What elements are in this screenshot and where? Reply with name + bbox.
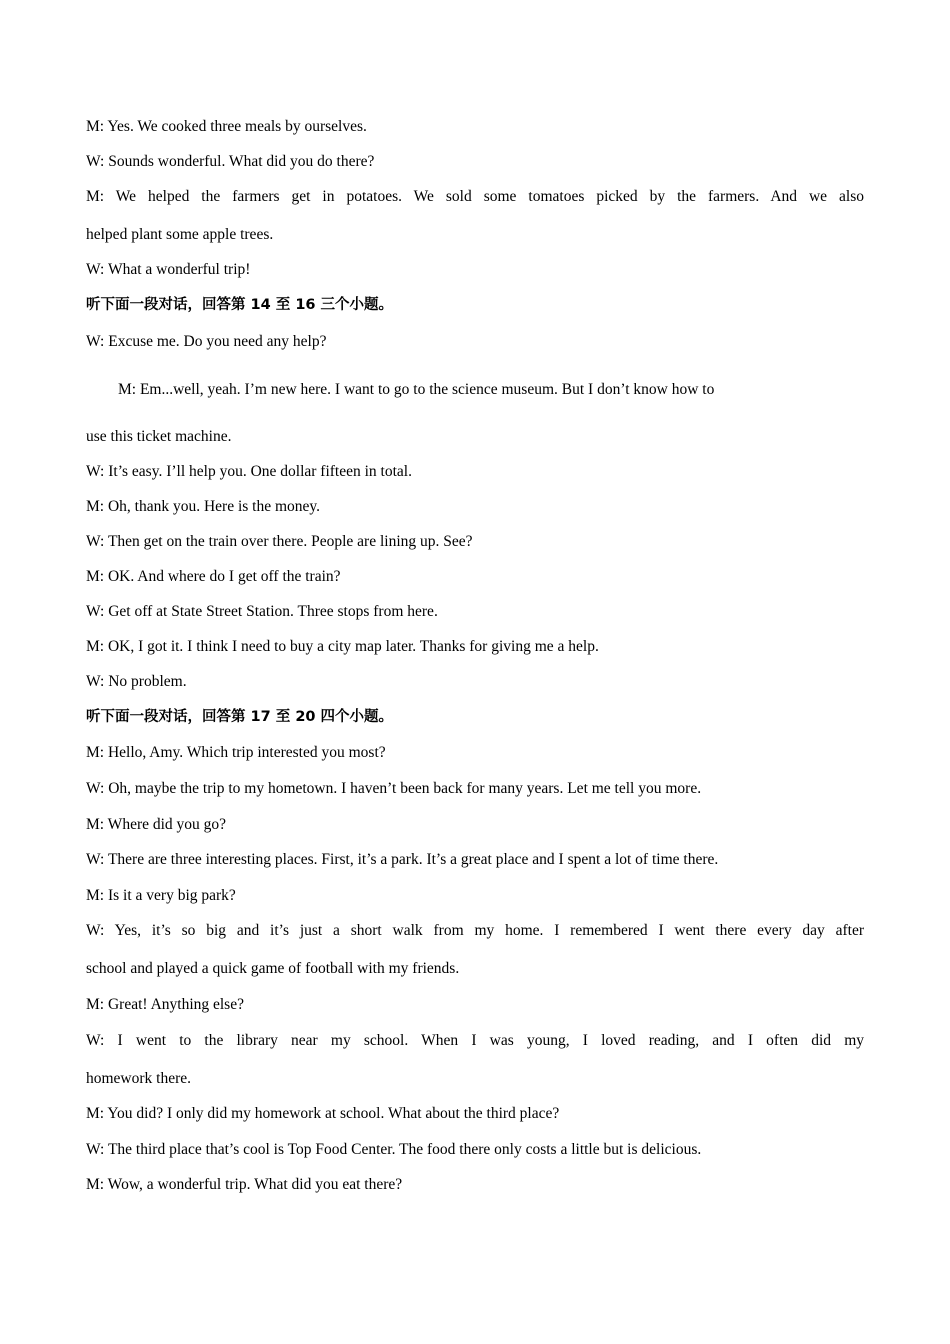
dialogue-line: M: Great! Anything else? bbox=[86, 996, 244, 1013]
dialogue-line: W: I went to the library near my school. When I was young, I loved reading, and I often did my bbox=[86, 1032, 864, 1049]
dialogue-line: M: Oh, thank you. Here is the money. bbox=[86, 498, 321, 515]
dialogue-line: W: There are three interesting places. First, it’s a park. It’s a great place and I spent a lot of time there. bbox=[86, 851, 719, 868]
dialogue-line: M: Yes. We cooked three meals by ourselves. bbox=[86, 118, 367, 135]
dialogue-line: W: Yes, it’s so big and it’s just a short walk from my home. I remembered I went there every day after bbox=[86, 922, 864, 939]
dialogue-line: W: Then get on the train over there. People are lining up. See? bbox=[86, 533, 473, 550]
dialogue-line: M: Em...well, yeah. I’m new here. I want to go to the science museum. But I don’t know how to bbox=[118, 381, 715, 398]
dialogue-line: M: Where did you go? bbox=[86, 816, 227, 833]
section-heading: 听下面一段对话，回答第 17 至 20 四个小题。 bbox=[86, 709, 394, 725]
dialogue-line: M: You did? I only did my homework at school. What about the third place? bbox=[86, 1105, 560, 1122]
dialogue-line: W: No problem. bbox=[86, 673, 187, 690]
dialogue-line: W: Excuse me. Do you need any help? bbox=[86, 333, 327, 350]
section-heading: 听下面一段对话，回答第 14 至 16 三个小题。 bbox=[86, 297, 394, 313]
dialogue-line: M: OK, I got it. I think I need to buy a city map later. Thanks for giving me a help. bbox=[86, 638, 599, 655]
dialogue-line: W: Get off at State Street Station. Three stops from here. bbox=[86, 603, 438, 620]
dialogue-line: M: OK. And where do I get off the train? bbox=[86, 568, 341, 585]
dialogue-line: W: Oh, maybe the trip to my hometown. I haven’t been back for many years. Let me tell you more. bbox=[86, 780, 702, 797]
dialogue-line: homework there. bbox=[86, 1070, 192, 1087]
dialogue-line: M: We helped the farmers get in potatoes. We sold some tomatoes picked by the farmers. And we also bbox=[86, 188, 864, 205]
dialogue-line: W: It’s easy. I’ll help you. One dollar fifteen in total. bbox=[86, 463, 412, 480]
dialogue-line: school and played a quick game of football with my friends. bbox=[86, 960, 460, 977]
dialogue-line: W: Sounds wonderful. What did you do there? bbox=[86, 153, 375, 170]
dialogue-line: M: Hello, Amy. Which trip interested you most? bbox=[86, 744, 386, 761]
dialogue-line: W: The third place that’s cool is Top Food Center. The food there only costs a little but is delicious. bbox=[86, 1141, 702, 1158]
dialogue-line: M: Wow, a wonderful trip. What did you eat there? bbox=[86, 1176, 403, 1193]
dialogue-line: use this ticket machine. bbox=[86, 428, 232, 445]
dialogue-line: helped plant some apple trees. bbox=[86, 226, 274, 243]
dialogue-line: M: Is it a very big park? bbox=[86, 887, 236, 904]
dialogue-line: W: What a wonderful trip! bbox=[86, 261, 251, 278]
